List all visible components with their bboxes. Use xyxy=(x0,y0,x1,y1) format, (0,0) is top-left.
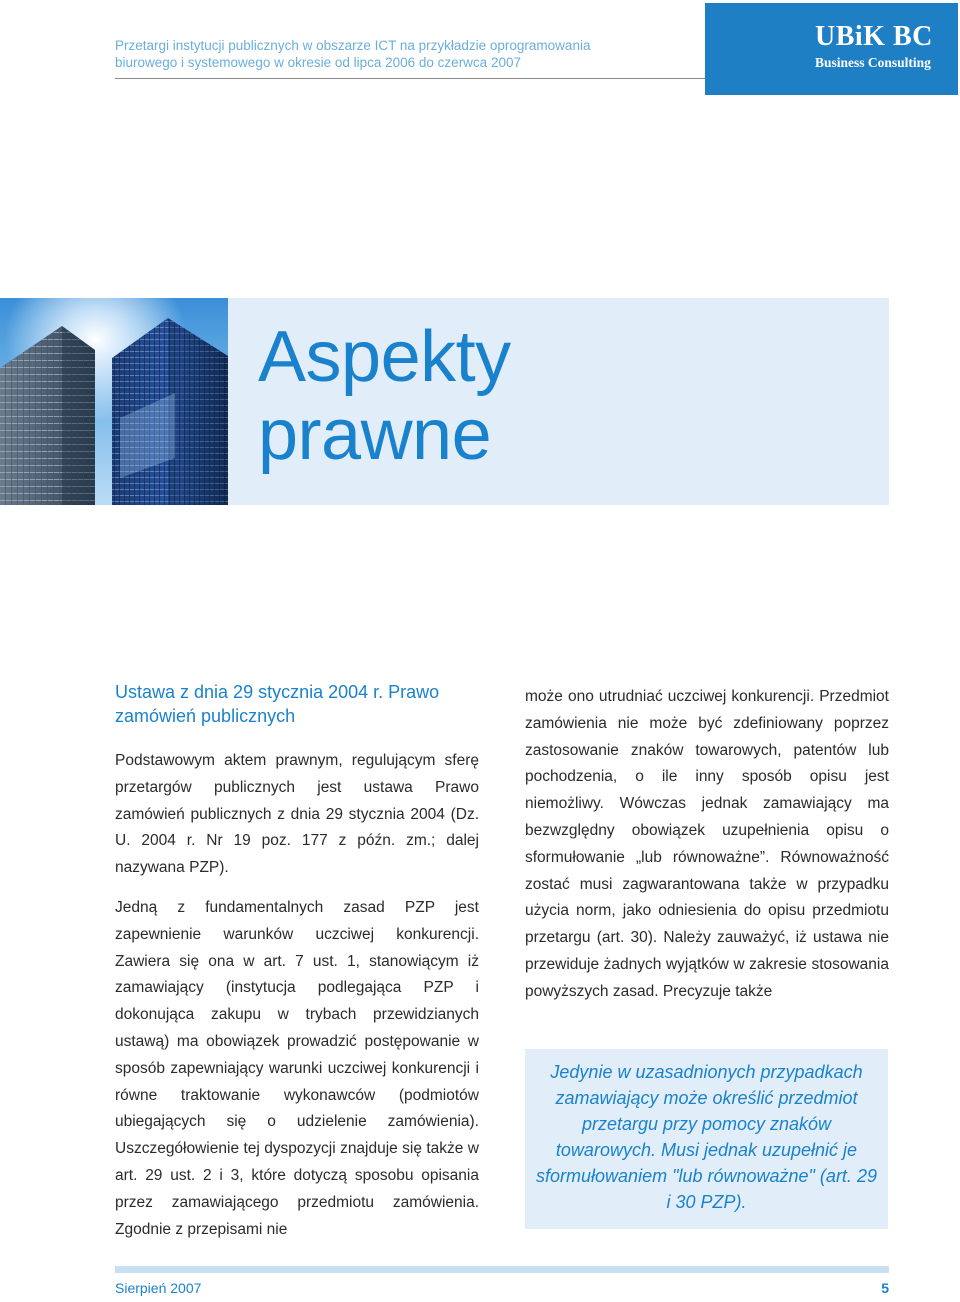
left-column xyxy=(115,680,479,1243)
footer-date: Sierpień 2007 xyxy=(115,1280,202,1296)
page-title xyxy=(258,318,511,474)
pull-quote-text: Jedynie w uzasadnionych przypadkach zamawiający może określić przedmiot przetargu przy pomocy znaków towarowych. Musi jednak uzupełnić je sformułowaniem "lub równoważne" (art. 29 i 30 PZP). xyxy=(536,1062,877,1212)
body-paragraph-3: może ono utrudniać uczciwej konkurencji. Przedmiot zamówienia nie może być zdefiniowany poprzez zastosowanie znaków towarowych, patentów lub pochodzenia, o ile inny sposób opisu jest niemożliwy. Wówczas jednak zamawiający ma bezwzględny obowiązek uzupełnienia opisu o sformułowanie „lub równoważne”. Równoważność zostać musi zagwarantowana także w przypadku użycia norm, jako odniesienia do opisu przedmiotu przetargu (art. 30). Należy zauważyć, iż ustawa nie przewiduje żadnych wyjątków w zakresie stosowania powyższych zasad. Precyzuje także xyxy=(525,688,889,1000)
company-logo xyxy=(705,3,958,95)
header-line-1: Przetargi instytucji publicznych w obszarze ICT na przykładzie oprogramowania xyxy=(115,38,591,53)
body-paragraph-2: Jedną z fundamentalnych zasad PZP jest zapewnienie warunków uczciwej konkurencji. Zawiera się ona w art. 7 ust. 1, stanowiącym iż zamawiający (instytucja podlegająca PZP i dokonująca zakupu w trybach przewidzianych ustawą) ma obowiązek prowadzić postępowanie w sposób zapewniający warunki uczciwej konkurencji i równe traktowanie wykonawców (podmiotów ubiegających się o udzielenie zamówienia). Uszczegółowienie tej dyspozycji znajduje się także w art. 29 ust. 2 i 3, które dotyczą sposobu opisania przez zamawiającego przedmiotu zamówienia. Zgodnie z przepisami nie xyxy=(115,898,479,1238)
logo-wordmark: UBiK BC xyxy=(815,21,933,52)
header-line-2: biurowego i systemowego w okresie od lipca 2006 do czerwca 2007 xyxy=(115,55,521,70)
section-heading: Ustawa z dnia 29 stycznia 2004 r. Prawo zamówień publicznych xyxy=(115,682,440,726)
logo-tagline: Business Consulting xyxy=(815,55,931,70)
title-panel xyxy=(228,298,889,505)
pull-quote-box xyxy=(525,1049,888,1229)
right-column xyxy=(525,684,889,1006)
skyscraper-photo xyxy=(0,298,228,505)
page-number: 5 xyxy=(881,1280,889,1296)
header-divider xyxy=(115,78,705,79)
footer-divider xyxy=(115,1266,889,1273)
title-line-2: prawne xyxy=(258,395,492,475)
body-paragraph-1: Podstawowym aktem prawnym, regulującym sferę przetargów publicznych jest ustawa Prawo zamówień publicznych z dnia 29 stycznia 2004 (Dz. U. 2004 r. Nr 19 poz. 177 z późn. zm.; dalej nazywana PZP). xyxy=(115,752,479,877)
document-header xyxy=(115,37,695,71)
title-line-1: Aspekty xyxy=(258,317,511,397)
